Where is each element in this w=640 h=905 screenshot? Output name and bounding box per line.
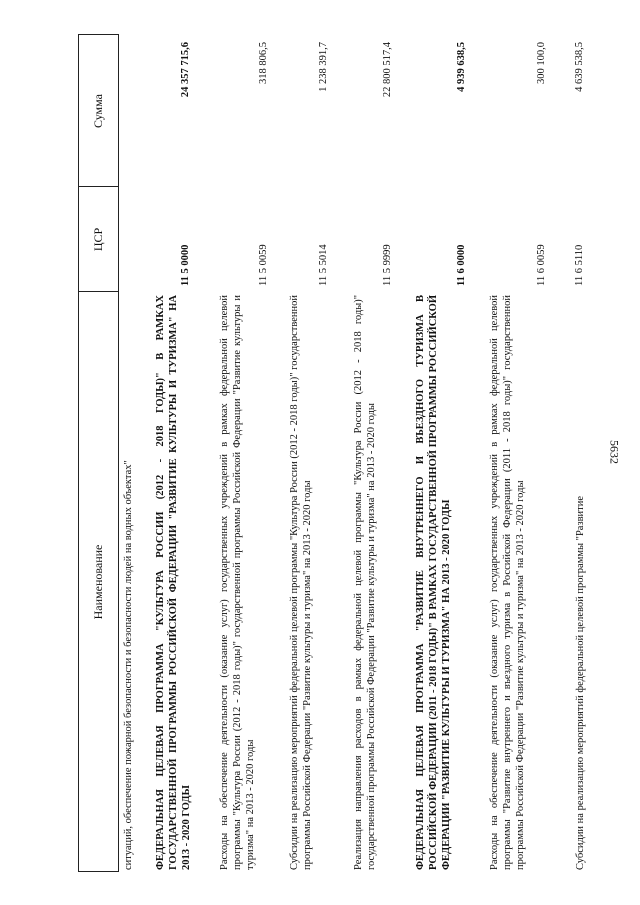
row-csr: 11 6 0000 xyxy=(456,244,467,286)
row-sum: 300 100,0 xyxy=(536,42,547,84)
header-name: Наименование xyxy=(90,544,105,620)
row-csr: 11 5 5014 xyxy=(318,244,329,286)
row-sum: 22 800 517,4 xyxy=(382,42,393,98)
row-sum: 4 639 538,5 xyxy=(574,42,585,92)
row-sum: 4 939 638,5 xyxy=(456,42,467,92)
row-csr: 11 5 9999 xyxy=(382,244,393,286)
row-name: Расходы на обеспечение деятельности (оказание услуг) государственных учреждений в рамках федеральной целевой программы "Культура России (2012 - 2018 годы)" государственной программы Российской Федерации "Развитие культуры и туризма" на 2013 - 2020 годы xyxy=(219,295,256,870)
row-name: Расходы на обеспечение деятельности (оказание услуг) государственных учреждений в рамках федеральной целевой программы "Развитие внутреннего и въездного туризма в Российской Федерации (2011 - 2018 годы)" государственной программы Российской Федерации "Развитие культуры и туризма" на 2013 - 2020 годы xyxy=(489,295,526,870)
row-name: ФЕДЕРАЛЬНАЯ ЦЕЛЕВАЯ ПРОГРАММА "КУЛЬТУРА РОССИИ (2012 - 2018 ГОДЫ)" В РАМКАХ ГОСУДАРСТВЕННОЙ ПРОГРАММЫ РОССИЙСКОЙ ФЕДЕРАЦИИ "РАЗВИТИЕ КУЛЬТУРЫ И ТУРИЗМА" НА 2013 - 2020 ГОДЫ xyxy=(155,295,192,870)
header-sum: Сумма xyxy=(90,94,105,128)
row-name: ситуаций, обеспечение пожарной безопасности и безопасности людей на водных объектах" xyxy=(123,460,134,870)
budget-table xyxy=(78,34,610,872)
row-csr: 11 5 0000 xyxy=(180,244,191,286)
row-sum: 318 806,5 xyxy=(258,42,269,84)
row-name: Реализация направления расходов в рамках федеральной целевой программы "Культура России (2012 - 2018 годы)" государственной программы Российской Федерации "Развитие культуры и туризма" на 2013 - 2020 годы xyxy=(353,295,377,870)
row-sum: 24 357 715,6 xyxy=(180,42,191,98)
header-bottom-border xyxy=(118,34,119,872)
header-csr: ЦСР xyxy=(90,227,105,252)
row-name: Субсидии на реализацию мероприятий федеральной целевой программы "Развитие xyxy=(575,495,586,870)
row-sum: 1 238 391,7 xyxy=(318,42,329,92)
row-csr: 11 5 0059 xyxy=(258,244,269,286)
page-number: 5632 xyxy=(607,440,622,464)
row-csr: 11 6 0059 xyxy=(536,244,547,286)
row-name: ФЕДЕРАЛЬНАЯ ЦЕЛЕВАЯ ПРОГРАММА "РАЗВИТИЕ ВНУТРЕННЕГО И ВЪЕЗДНОГО ТУРИЗМА В РОССИЙСКОЙ ФЕДЕРАЦИИ (2011 - 2018 ГОДЫ)" В РАМКАХ ГОСУДАРСТВЕННОЙ ПРОГРАММЫ РОССИЙСКОЙ ФЕДЕРАЦИИ "РАЗВИТИЕ КУЛЬТУРЫ И ТУРИЗМА" НА 2013 - 2020 ГОДЫ xyxy=(415,295,452,870)
row-csr: 11 6 5110 xyxy=(574,244,585,286)
row-name: Субсидии на реализацию мероприятий федеральной целевой программы "Культура России (2012 - 2018 годы)" государственной программы Российской Федерации "Развитие культуры и туризма" на 2013 - 2020 годы xyxy=(289,295,313,870)
